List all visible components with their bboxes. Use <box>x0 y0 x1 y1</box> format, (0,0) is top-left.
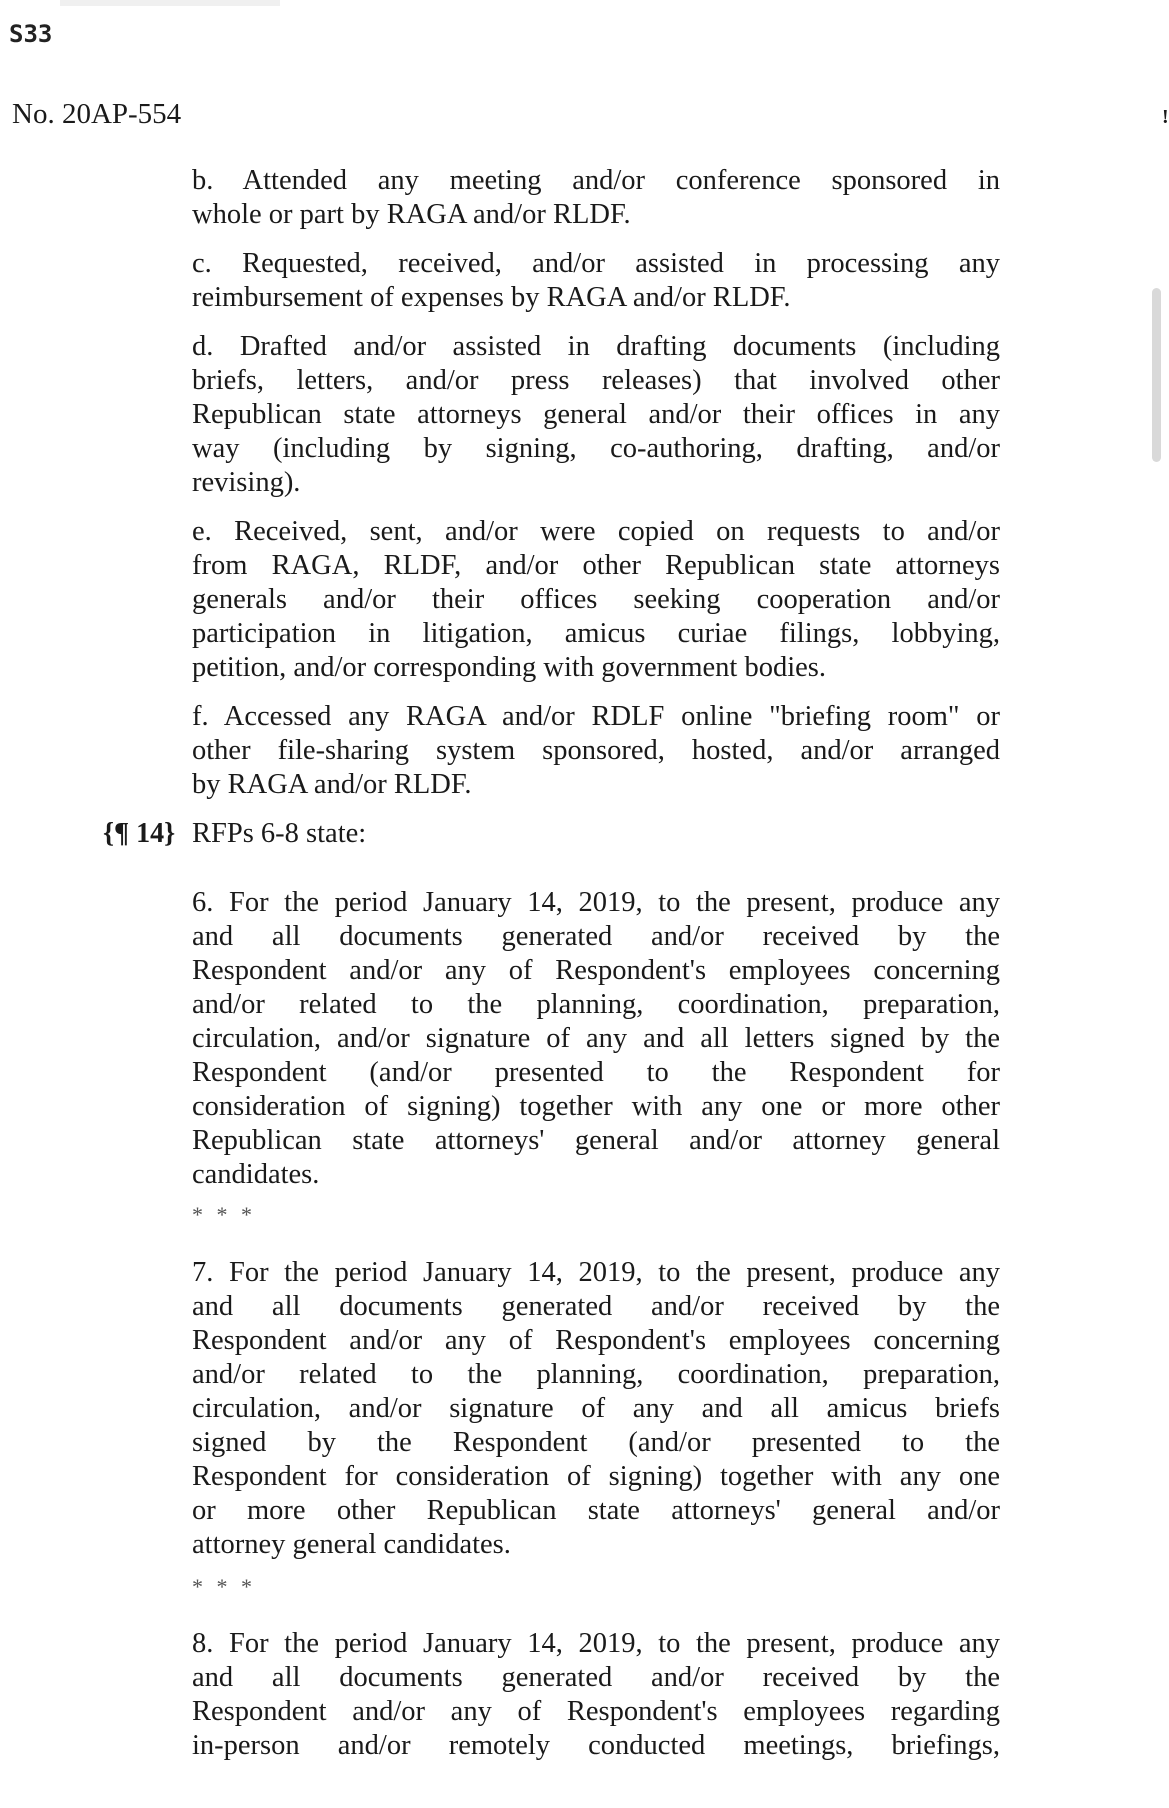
text-line: candidates. <box>192 1159 320 1190</box>
scrollbar-thumb[interactable] <box>1152 288 1161 462</box>
text-line: Respondent and/or any of Respondent's employees regarding <box>192 1696 1000 1727</box>
text-line: signed by the Respondent (and/or presented to the <box>192 1427 1000 1458</box>
text-line: in-person and/or remotely conducted meetings, briefings, <box>192 1730 1000 1761</box>
rfp-8 <box>192 1627 1000 1763</box>
page-number: S33 <box>9 20 53 48</box>
text-line: petition, and/or corresponding with government bodies. <box>192 652 826 683</box>
text-line: e. Received, sent, and/or were copied on requests to and/or <box>192 516 1000 547</box>
text-line: consideration of signing) together with any one or more other <box>192 1091 1000 1122</box>
text-line: b. Attended any meeting and/or conference sponsored in <box>192 165 1000 196</box>
text-line: or more other Republican state attorneys' general and/or <box>192 1495 1000 1526</box>
paragraph-e <box>192 515 1000 685</box>
text-line: way (including by signing, co-authoring, drafting, and/or <box>192 433 1000 464</box>
text-line: circulation, and/or signature of any and all letters signed by the <box>192 1023 1000 1054</box>
text-line: reimbursement of expenses by RAGA and/or RLDF. <box>192 282 791 313</box>
paragraph-marker: {¶ 14} <box>103 818 176 849</box>
paragraph-c <box>192 247 1000 315</box>
text-line: other file-sharing system sponsored, hosted, and/or arranged <box>192 735 1000 766</box>
text-line: Respondent and/or any of Respondent's employees concerning <box>192 1325 1000 1356</box>
text-line: c. Requested, received, and/or assisted in processing any <box>192 248 1000 279</box>
text-line: Respondent and/or any of Respondent's employees concerning <box>192 955 1000 986</box>
paragraph-b <box>192 164 1000 232</box>
top-edge-shade <box>60 0 280 6</box>
text-line: participation in litigation, amicus curiae filings, lobbying, <box>192 618 1000 649</box>
text-line: and all documents generated and/or received by the <box>192 1662 1000 1693</box>
text-line: Respondent (and/or presented to the Respondent for <box>192 1057 1000 1088</box>
text-line: Republican state attorneys' general and/or attorney general <box>192 1125 1000 1156</box>
text-line: circulation, and/or signature of any and all amicus briefs <box>192 1393 1000 1424</box>
text-line: whole or part by RAGA and/or RLDF. <box>192 199 631 230</box>
text-line: d. Drafted and/or assisted in drafting documents (including <box>192 331 1000 362</box>
text-line: attorney general candidates. <box>192 1529 511 1560</box>
case-number: No. 20AP-554 <box>12 98 182 130</box>
ellipsis-stars: * * * <box>192 1574 256 1599</box>
ellipsis-stars: * * * <box>192 1202 256 1227</box>
text-line: and/or related to the planning, coordination, preparation, <box>192 1359 1000 1390</box>
text-line: 6. For the period January 14, 2019, to the present, produce any <box>192 887 1000 918</box>
section-lead-text: RFPs 6-8 state: <box>192 818 367 849</box>
text-line: from RAGA, RLDF, and/or other Republican state attorneys <box>192 550 1000 581</box>
text-line: Republican state attorneys general and/or their offices in any <box>192 399 1000 430</box>
text-line: and all documents generated and/or received by the <box>192 921 1000 952</box>
text-line: revising). <box>192 467 301 498</box>
text-line: 7. For the period January 14, 2019, to the present, produce any <box>192 1257 1000 1288</box>
rfp-6 <box>192 886 1000 1192</box>
paragraph-d <box>192 330 1000 500</box>
text-line: and all documents generated and/or received by the <box>192 1291 1000 1322</box>
text-line: and/or related to the planning, coordination, preparation, <box>192 989 1000 1020</box>
text-line: generals and/or their offices seeking cooperation and/or <box>192 584 1000 615</box>
text-line: 8. For the period January 14, 2019, to the present, produce any <box>192 1628 1000 1659</box>
text-line: by RAGA and/or RLDF. <box>192 769 472 800</box>
paragraph-f <box>192 700 1000 802</box>
text-line: Respondent for consideration of signing) together with any one <box>192 1461 1000 1492</box>
rfp-7 <box>192 1256 1000 1562</box>
text-line: briefs, letters, and/or press releases) that involved other <box>192 365 1000 396</box>
text-line: f. Accessed any RAGA and/or RDLF online "briefing room" or <box>192 701 1000 732</box>
cut-off-edge-mark: ! <box>1162 106 1169 128</box>
